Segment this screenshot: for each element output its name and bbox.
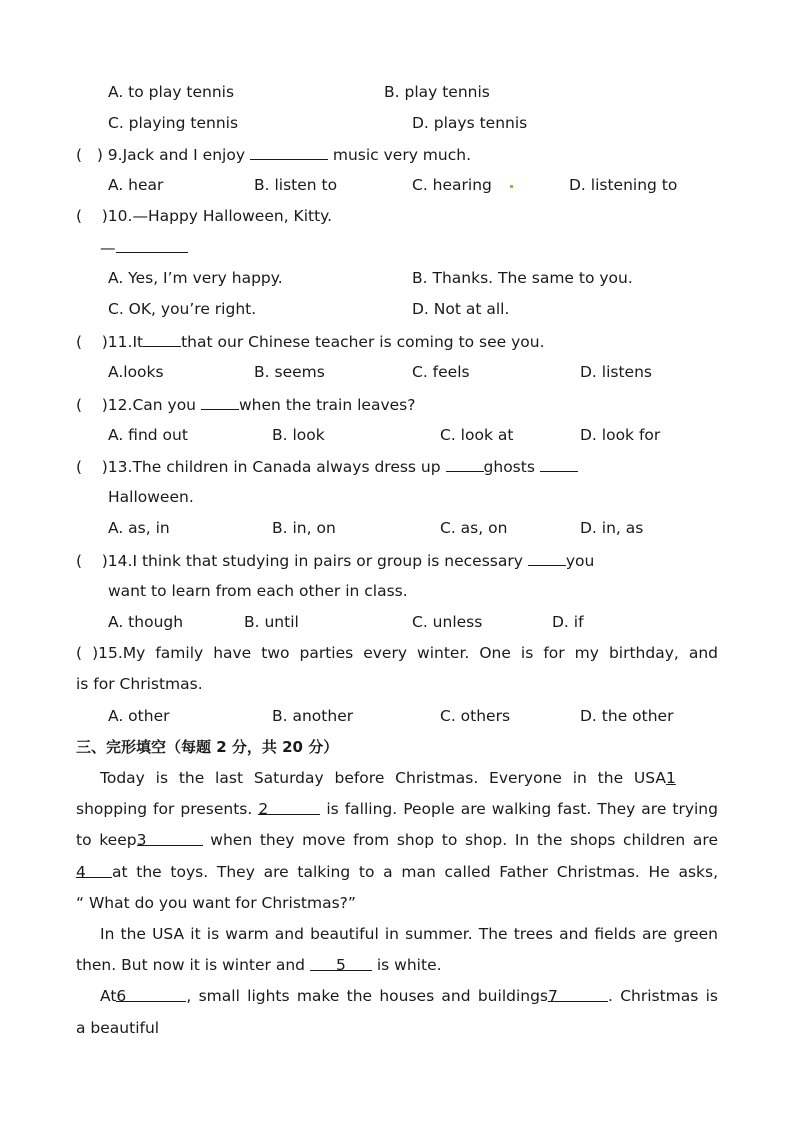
q10-stem: ( )10.—Happy Halloween, Kitty. — [76, 207, 333, 225]
q15-option-b: B. another — [272, 707, 354, 725]
q15-option-c: C. others — [440, 707, 511, 725]
passage-line-3 — [76, 830, 718, 850]
q11-option-d: D. listens — [580, 363, 652, 381]
q12-option-b: B. look — [272, 426, 325, 444]
q13-option-c: C. as, on — [440, 519, 508, 537]
q9-stem — [76, 144, 471, 165]
q13-blank-2[interactable] — [540, 456, 578, 472]
q14-stem — [76, 550, 594, 571]
blank-7[interactable]: 7 — [548, 986, 608, 1002]
q13-option-b: B. in, on — [272, 519, 336, 537]
q14-blank[interactable] — [528, 550, 566, 566]
blank-6[interactable]: 6 — [116, 986, 186, 1002]
q10-response — [100, 237, 188, 258]
blank-2[interactable]: 2 — [258, 799, 320, 815]
q11-stem-start: ( )11.It — [76, 333, 144, 351]
q11-option-c: C. feels — [412, 363, 470, 381]
q8-option-b: B. play tennis — [384, 83, 490, 101]
q12-option-c: C. look at — [440, 426, 514, 444]
passage-line-2 — [76, 799, 718, 819]
passage-line-7-end: is white. — [376, 956, 442, 974]
q14-stem-line2: want to learn from each other in class. — [108, 582, 408, 600]
q12-option-d: D. look for — [580, 426, 661, 444]
q11-stem-end: that our Chinese teacher is coming to see you. — [181, 333, 545, 351]
q14-option-c: C. unless — [412, 613, 483, 631]
q10-option-a: A. Yes, I’m very happy. — [108, 269, 283, 287]
q15-option-d: D. the other — [580, 707, 674, 725]
q8-option-a: A. to play tennis — [108, 83, 235, 101]
q11-blank[interactable] — [143, 331, 181, 347]
q10-option-c: C. OK, you’re right. — [108, 300, 257, 318]
q10-option-d: D. Not at all. — [412, 300, 510, 318]
passage-line-7-start: then. But now it is winter and — [76, 956, 305, 974]
q11-stem — [76, 331, 545, 352]
passage-line-4-text: at the toys. They are talking to a man called Father Christmas. He asks, — [112, 863, 718, 881]
passage-line-3-start: to keep — [76, 831, 137, 849]
passage-line-1 — [100, 768, 718, 788]
q12-stem-start: ( )12.Can you — [76, 396, 197, 414]
blank-5[interactable]: 5 — [310, 955, 372, 971]
passage-line-1-text: Today is the last Saturday before Christmas. Everyone in the USA — [100, 769, 666, 787]
passage-line-4 — [76, 862, 718, 882]
passage-line-9: a beautiful — [76, 1019, 160, 1037]
q10-dash: — — [100, 239, 116, 257]
q12-stem-end: when the train leaves? — [238, 396, 416, 414]
q9-option-c: C. hearing — [412, 176, 492, 194]
passage-line-8 — [100, 986, 718, 1006]
blank-4[interactable]: 4 — [76, 862, 112, 878]
passage-line-2-end: is falling. People are walking fast. They are trying — [326, 800, 718, 818]
q9-option-b: B. listen to — [254, 176, 338, 194]
q8-option-d: D. plays tennis — [412, 114, 528, 132]
q9-option-d: D. listening to — [569, 176, 678, 194]
passage-line-5: “ What do you want for Christmas?” — [76, 894, 356, 912]
q15-stem: ( )15.My family have two parties every winter. One is for my birthday, and — [76, 644, 718, 662]
blank-1[interactable]: 1 — [666, 769, 676, 787]
passage-line-7 — [76, 955, 442, 975]
q15-option-a: A. other — [108, 707, 170, 725]
q9-blank[interactable] — [250, 144, 328, 160]
q13-blank-1[interactable] — [446, 456, 484, 472]
stray-dot — [510, 185, 513, 188]
passage-line-8-start: At — [100, 987, 117, 1005]
q11-option-b: B. seems — [254, 363, 325, 381]
q13-option-a: A. as, in — [108, 519, 170, 537]
passage-line-3-end: when they move from shop to shop. In the shops children are — [210, 831, 718, 849]
blank-3[interactable]: 3 — [137, 830, 203, 846]
q14-stem-start: ( )14.I think that studying in pairs or group is necessary — [76, 552, 523, 570]
q9-stem-start: ( ) 9.Jack and I enjoy — [76, 146, 245, 164]
q13-stem-mid: ghosts — [483, 458, 535, 476]
passage-line-2-start: shopping for presents. — [76, 800, 253, 818]
q13-stem — [76, 456, 578, 477]
q11-option-a: A.looks — [108, 363, 164, 381]
q12-blank[interactable] — [201, 394, 239, 410]
q14-option-b: B. until — [244, 613, 299, 631]
q15-stem-line2: is for Christmas. — [76, 675, 203, 693]
q14-option-a: A. though — [108, 613, 184, 631]
section-heading-cloze: 三、完形填空（每题 2 分，共 20 分） — [76, 738, 339, 756]
passage-line-8-mid: , small lights make the houses and buildings — [186, 987, 549, 1005]
q10-option-b: B. Thanks. The same to you. — [412, 269, 633, 287]
q9-stem-end: music very much. — [332, 146, 472, 164]
passage-line-8-end: . Christmas is — [608, 987, 718, 1005]
passage-line-6: In the USA it is warm and beautiful in summer. The trees and fields are green — [100, 925, 718, 943]
q8-option-c: C. playing tennis — [108, 114, 239, 132]
q14-stem-end: you — [565, 552, 595, 570]
q13-stem-line2: Halloween. — [108, 488, 194, 506]
q10-blank[interactable] — [116, 237, 188, 253]
q13-stem-start: ( )13.The children in Canada always dress up — [76, 458, 441, 476]
q14-option-d: D. if — [552, 613, 584, 631]
q9-option-a: A. hear — [108, 176, 164, 194]
q13-option-d: D. in, as — [580, 519, 644, 537]
q12-option-a: A. find out — [108, 426, 188, 444]
q12-stem — [76, 394, 415, 415]
